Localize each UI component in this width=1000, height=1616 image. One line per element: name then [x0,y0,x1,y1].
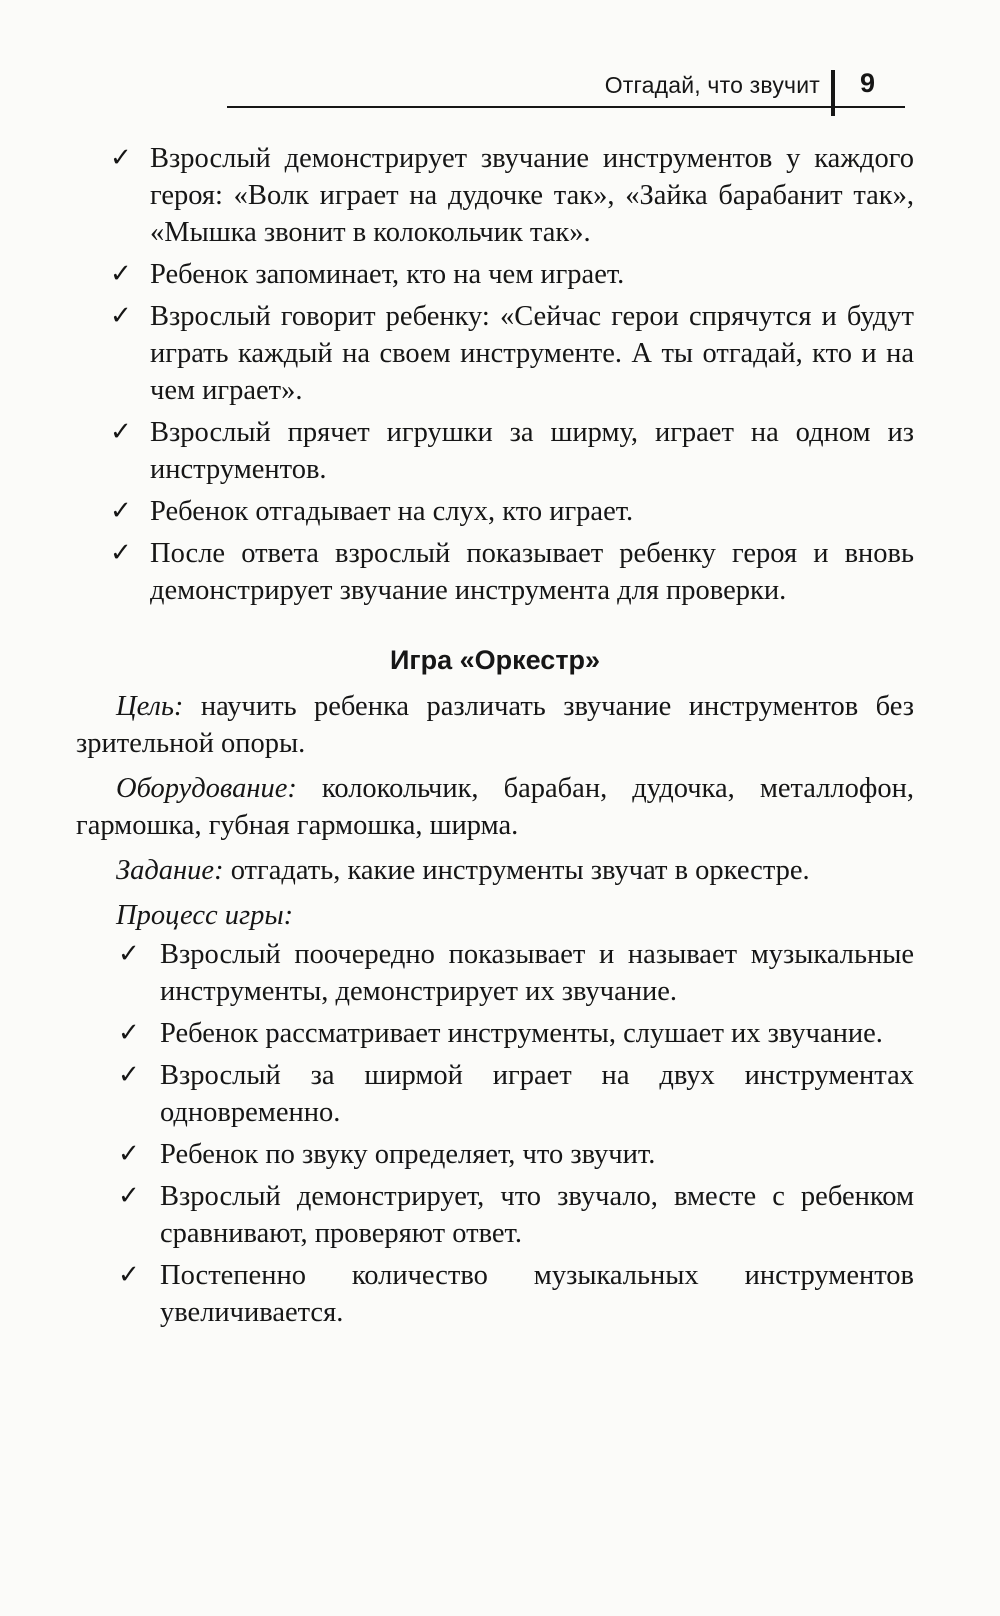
task-text: отгадать, какие инструменты звучат в оркестре. [223,855,810,886]
check-icon: ✓ [118,1018,140,1048]
goal-label: Цель: [116,691,184,722]
check-icon: ✓ [110,417,132,447]
check-icon: ✓ [118,1181,140,1211]
list-item: ✓ После ответа взрослый показывает ребенку героя и вновь демонстрирует звучание инструмента для проверки. [76,535,914,609]
check-icon: ✓ [118,1060,140,1090]
check-icon: ✓ [110,496,132,526]
list-item: ✓ Ребенок рассматривает инструменты, слушает их звучание. [76,1015,914,1052]
check-icon: ✓ [110,538,132,568]
goal-text: научить ребенка различать звучание инструментов без зрительной опоры. [76,691,914,759]
section-heading: Игра «Оркестр» [389,645,601,675]
steps-list-orchestra-game [76,936,914,1331]
check-icon: ✓ [110,143,132,173]
list-item: ✓ Взрослый демонстрирует звучание инструментов у каждого героя: «Волк играет на дудочке так», «Зайка барабанит так», «Мышка звонит в колокольчик так». [76,140,914,251]
process-label: Процесс игры: [116,900,294,931]
list-item: ✓ Постепенно количество музыкальных инструментов увеличивается. [76,1257,914,1331]
list-item: ✓ Взрослый прячет игрушки за ширму, играет на одном из инструментов. [76,414,914,488]
list-item: ✓ Ребенок запоминает, кто на чем играет. [76,256,914,293]
equipment-paragraph [76,770,914,844]
check-icon: ✓ [118,939,140,969]
list-item: ✓ Ребенок по звуку определяет, что звучит. [76,1136,914,1173]
list-item: ✓ Ребенок отгадывает на слух, кто играет. [76,493,914,530]
page-body [76,140,914,1336]
process-paragraph [76,897,914,934]
list-item: ✓ Взрослый демонстрирует, что звучало, вместе с ребенком сравнивают, проверяют ответ. [76,1178,914,1252]
check-icon: ✓ [110,301,132,331]
list-item: ✓ Взрослый поочередно показывает и называет музыкальные инструменты, демонстрирует их звучание. [76,936,914,1010]
header-rule [227,106,905,108]
list-item: ✓ Взрослый за ширмой играет на двух инструментах одновременно. [76,1057,914,1131]
steps-list-previous-game [76,140,914,609]
check-icon: ✓ [118,1139,140,1169]
running-title: Отгадай, что звучит [604,72,820,98]
task-label: Задание: [116,855,224,886]
check-icon: ✓ [110,259,132,289]
equipment-label: Оборудование: [116,773,297,804]
equipment-text: колокольчик, барабан, дудочка, металлофон, гармошка, губная гармошка, ширма. [76,773,914,841]
header-divider [831,70,835,116]
page-number: 9 [860,68,876,98]
running-header [0,0,1000,120]
task-paragraph [76,852,914,889]
check-icon: ✓ [118,1260,140,1290]
goal-paragraph [76,688,914,762]
list-item: ✓ Взрослый говорит ребенку: «Сейчас герои спрячутся и будут играть каждый на своем инструменте. А ты отгадай, кто и на чем играет». [76,298,914,409]
